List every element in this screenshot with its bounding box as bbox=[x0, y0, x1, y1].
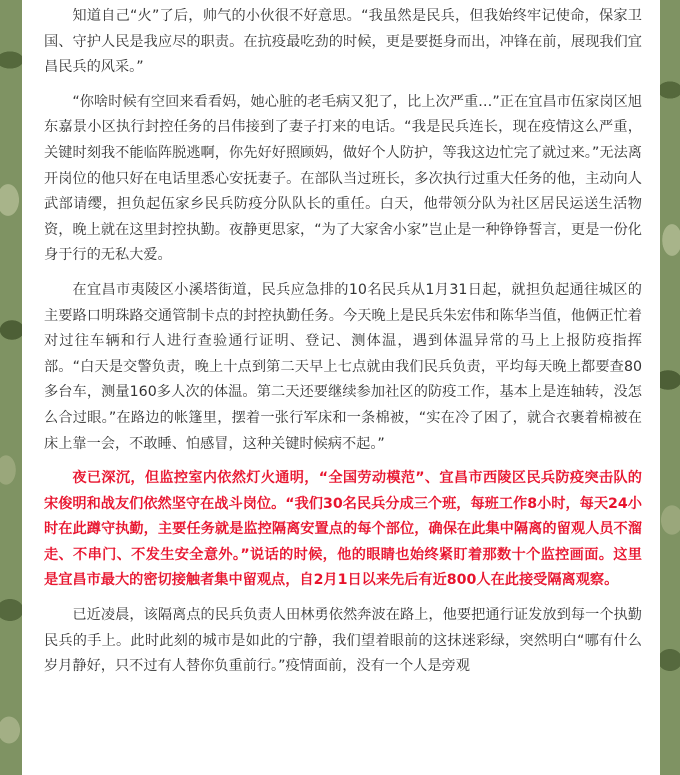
article-body bbox=[22, 0, 660, 775]
article-paragraph-1: 知道自己“火”了后，帅气的小伙很不好意思。“我虽然是民兵，但我始终牢记使命，保家卫国、守护人民是我应尽的职责。在抗疫最吃劲的时候，更是要挺身而出，冲锋在前，展现我们宜昌民兵的风采。” bbox=[44, 8, 642, 76]
article-paragraph-3: 在宜昌市夷陵区小溪塔街道，民兵应急排的10名民兵从1月31日起，就担负起通往城区的主要路口明珠路交通管制卡点的封控执勤任务。今天晚上是民兵朱宏伟和陈华当值，他俩正忙着对过往车辆和行人进行查验通行证明、登记、测体温，遇到体温异常的马上上报防疫指挥部。“白天是交警负责，晚上十点到第二天早上七点就由我们民兵负责，平均每天晚上都要查80多台车，测量160多人次的体温。第二天还要继续参加社区的防疫工作，基本上是连轴转，没怎么合过眼。”在路边的帐篷里，摆着一张行军床和一条棉被，“实在冷了困了，就合衣裹着棉被在床上靠一会，不敢睡、怕感冒，这种关键时候病不起。” bbox=[44, 281, 642, 452]
article-paragraph-2: “你啥时候有空回来看看妈，她心脏的老毛病又犯了，比上次严重…”正在宜昌市伍家岗区旭东嘉景小区执行封控任务的吕伟接到了妻子打来的电话。“我是民兵连长，现在疫情这么严重，关键时刻我不能临阵脱逃啊，你先好好照顾妈，做好个人防护，等我这边忙完了就过来。”无法离开岗位的他只好在电话里悉心安抚妻子。在部队当过班长，多次执行过重大任务的他，主动向人武部请缨，担负起伍家乡民兵防疫分队队长的重任。白天，他带领分队为社区居民运送生活物资，晚上就在这里封控执勤。夜静更思家，“为了大家舍小家”岂止是一种铮铮誓言，更是一份化身于行的无私大爱。 bbox=[44, 93, 642, 264]
article-paragraph-highlighted: 夜已深沉，但监控室内依然灯火通明，“全国劳动模范”、宜昌市西陵区民兵防疫突击队的宋俊明和战友们依然坚守在战斗岗位。“我们30名民兵分成三个班，每班工作8小时，每天24小时在此蹲守执勤，主要任务就是监控隔离安置点的每个部位，确保在此集中隔离的留观人员不溜走、不串门、不发生安全意外。”说话的时候，他的眼睛也始终紧盯着那数十个监控画面。这里是宜昌市最大的密切接触者集中留观点，自2月1日以来先后有近800人在此接受隔离观察。 bbox=[44, 470, 642, 589]
article-paragraph-5: 已近凌晨，该隔离点的民兵负责人田林勇依然奔波在路上，他要把通行证发放到每一个执勤民兵的手上。此时此刻的城市是如此的宁静，我们望着眼前的这抹迷彩绿，突然明白“哪有什么岁月静好，只不过有人替你负重前行。”疫情面前，没有一个人是旁观 bbox=[44, 607, 642, 675]
